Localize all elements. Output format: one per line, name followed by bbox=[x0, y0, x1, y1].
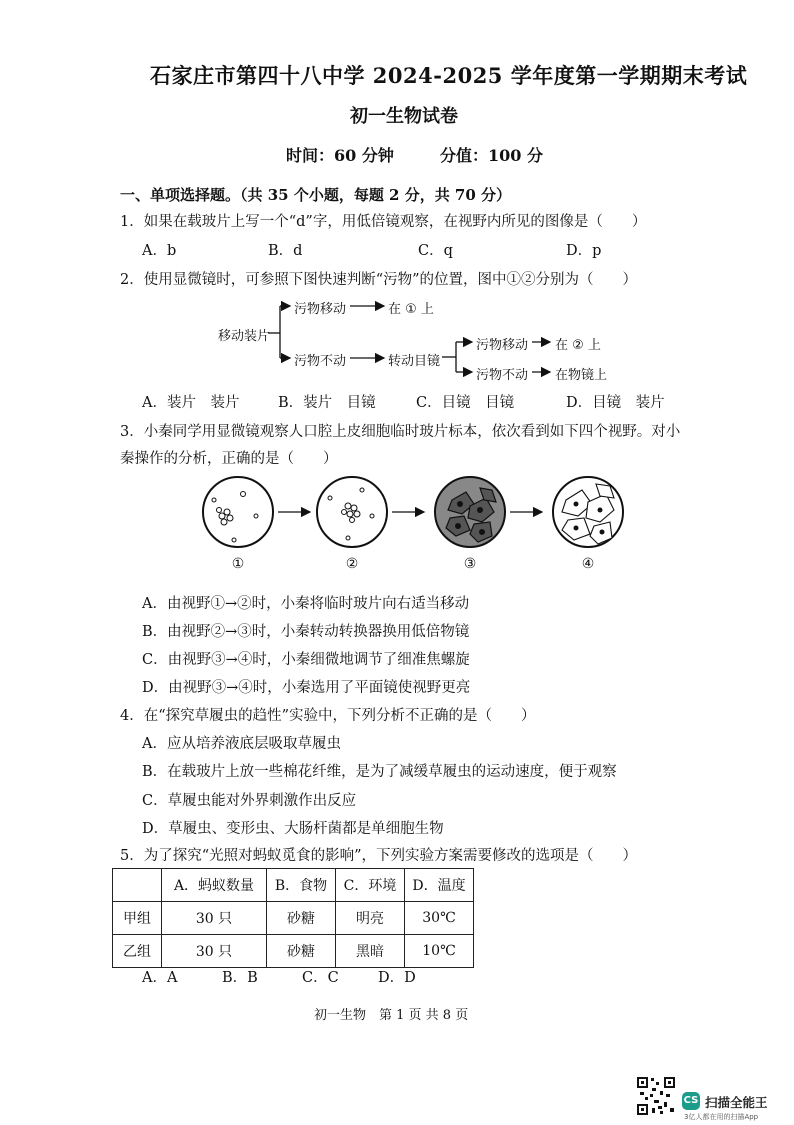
q3-option-a: A．由视野①→②时，小秦将临时玻片向右适当移动 bbox=[142, 596, 470, 612]
view-4 bbox=[553, 477, 623, 547]
q5-option-d: D．D bbox=[378, 970, 416, 986]
table-header-row bbox=[113, 869, 474, 902]
q2-option-d: D．目镜 装片 bbox=[566, 395, 665, 411]
flow-still2: 污物不动 bbox=[476, 368, 529, 383]
q3-option-d: D．由视野③→④时，小秦选用了平面镜使视野更亮 bbox=[142, 680, 471, 696]
q5-option-b: B．B bbox=[222, 970, 258, 986]
q4-option-b: B．在载玻片上放一些棉花纤维，是为了减缓草履虫的运动速度，便于观察 bbox=[142, 764, 617, 780]
section-heading: 一、单项选择题。（共 35 个小题，每题 2 分，共 70 分） bbox=[120, 186, 512, 204]
q1-stem: 1．如果在载玻片上写一个“d”字，用低倍镜观察，在视野内所见的图像是（ ） bbox=[120, 214, 647, 230]
table-header-cell: A．蚂蚁数量 bbox=[162, 869, 267, 902]
q3-option-c: C．由视野③→④时，小秦细微地调节了细准焦螺旋 bbox=[142, 652, 470, 668]
q5-stem: 5．为了探究“光照对蚂蚁觅食的影响”，下列实验方案需要修改的选项是（ ） bbox=[120, 848, 638, 864]
view-label-2: ② bbox=[345, 556, 359, 572]
flowchart-lines bbox=[0, 0, 794, 400]
q1-option-a: A．b bbox=[142, 243, 177, 259]
flow-move: 污物移动 bbox=[294, 302, 347, 317]
scanner-app-name: 扫描全能王 bbox=[705, 1095, 768, 1110]
q4-stem: 4．在“探究草履虫的趋性”实验中，下列分析不正确的是（ ） bbox=[120, 708, 536, 724]
flow-still: 污物不动 bbox=[294, 354, 347, 369]
table-cell: 30 只 bbox=[162, 935, 267, 968]
qr-code-icon bbox=[636, 1076, 676, 1116]
q1-option-d: D．p bbox=[566, 243, 602, 259]
view-2 bbox=[317, 477, 387, 547]
q1-option-c: C．q bbox=[418, 243, 453, 259]
q5-table bbox=[112, 868, 474, 968]
q3-option-b: B．由视野②→③时，小秦转动转换器换用低倍物镜 bbox=[142, 624, 470, 640]
exam-score: 分值：100 分 bbox=[440, 146, 543, 165]
table-cell: 明亮 bbox=[336, 902, 405, 935]
q1-option-b: B．d bbox=[268, 243, 303, 259]
table-cell: 砂糖 bbox=[267, 935, 336, 968]
page-footer: 初一生物 第 1 页 共 8 页 bbox=[314, 1008, 469, 1023]
q2-stem: 2．使用显微镜时，可参照下图快速判断“污物”的位置，图中①②分别为（ ） bbox=[120, 272, 638, 288]
q2-option-c: C．目镜 目镜 bbox=[416, 395, 515, 411]
view-label-3: ③ bbox=[463, 556, 477, 572]
flow-rotate: 转动目镜 bbox=[388, 354, 441, 369]
flow-start: 移动装片 bbox=[218, 329, 271, 344]
view-3 bbox=[435, 477, 505, 547]
table-cell: 乙组 bbox=[113, 935, 162, 968]
table-cell: 甲组 bbox=[113, 902, 162, 935]
table-cell: 10℃ bbox=[405, 935, 474, 968]
scanner-tagline: 3亿人都在用的扫描App bbox=[684, 1113, 759, 1121]
microscope-views bbox=[0, 460, 794, 560]
table-header-cell: B．食物 bbox=[267, 869, 336, 902]
q5-option-c: C．C bbox=[302, 970, 339, 986]
table-row bbox=[113, 902, 474, 935]
flow-result1: 在 ① 上 bbox=[388, 302, 434, 317]
q4-option-a: A．应从培养液底层吸取草履虫 bbox=[142, 736, 341, 752]
q5-option-a: A．A bbox=[142, 970, 178, 986]
q3-stem-line2: 秦操作的分析，正确的是（ ） bbox=[120, 451, 338, 467]
scanner-logo: CS bbox=[682, 1092, 700, 1110]
table-header-cell: D．温度 bbox=[405, 869, 474, 902]
q4-option-d: D．草履虫、变形虫、大肠杆菌都是单细胞生物 bbox=[142, 821, 444, 837]
table-row bbox=[113, 935, 474, 968]
table-cell: 黑暗 bbox=[336, 935, 405, 968]
table-cell: 砂糖 bbox=[267, 902, 336, 935]
table-header-cell bbox=[113, 869, 162, 902]
flow-result2: 在 ② 上 bbox=[555, 338, 601, 353]
table-cell: 30℃ bbox=[405, 902, 474, 935]
exam-title: 石家庄市第四十八中学 2024-2025 学年度第一学期期末考试 bbox=[150, 63, 748, 88]
view-label-1: ① bbox=[231, 556, 245, 572]
q2-option-a: A．装片 装片 bbox=[142, 395, 240, 411]
view-label-4: ④ bbox=[581, 556, 595, 572]
flow-result3: 在物镜上 bbox=[555, 368, 608, 383]
table-header-cell: C．环境 bbox=[336, 869, 405, 902]
q4-option-c: C．草履虫能对外界刺激作出反应 bbox=[142, 793, 357, 809]
q2-option-b: B．装片 目镜 bbox=[278, 395, 376, 411]
q3-stem-line1: 3．小秦同学用显微镜观察人口腔上皮细胞临时玻片标本，依次看到如下四个视野。对小 bbox=[120, 424, 681, 440]
exam-subtitle: 初一生物试卷 bbox=[350, 106, 458, 127]
flow-move2: 污物移动 bbox=[476, 338, 529, 353]
table-cell: 30 只 bbox=[162, 902, 267, 935]
exam-time: 时间：60 分钟 bbox=[286, 146, 394, 165]
view-1 bbox=[203, 477, 273, 547]
